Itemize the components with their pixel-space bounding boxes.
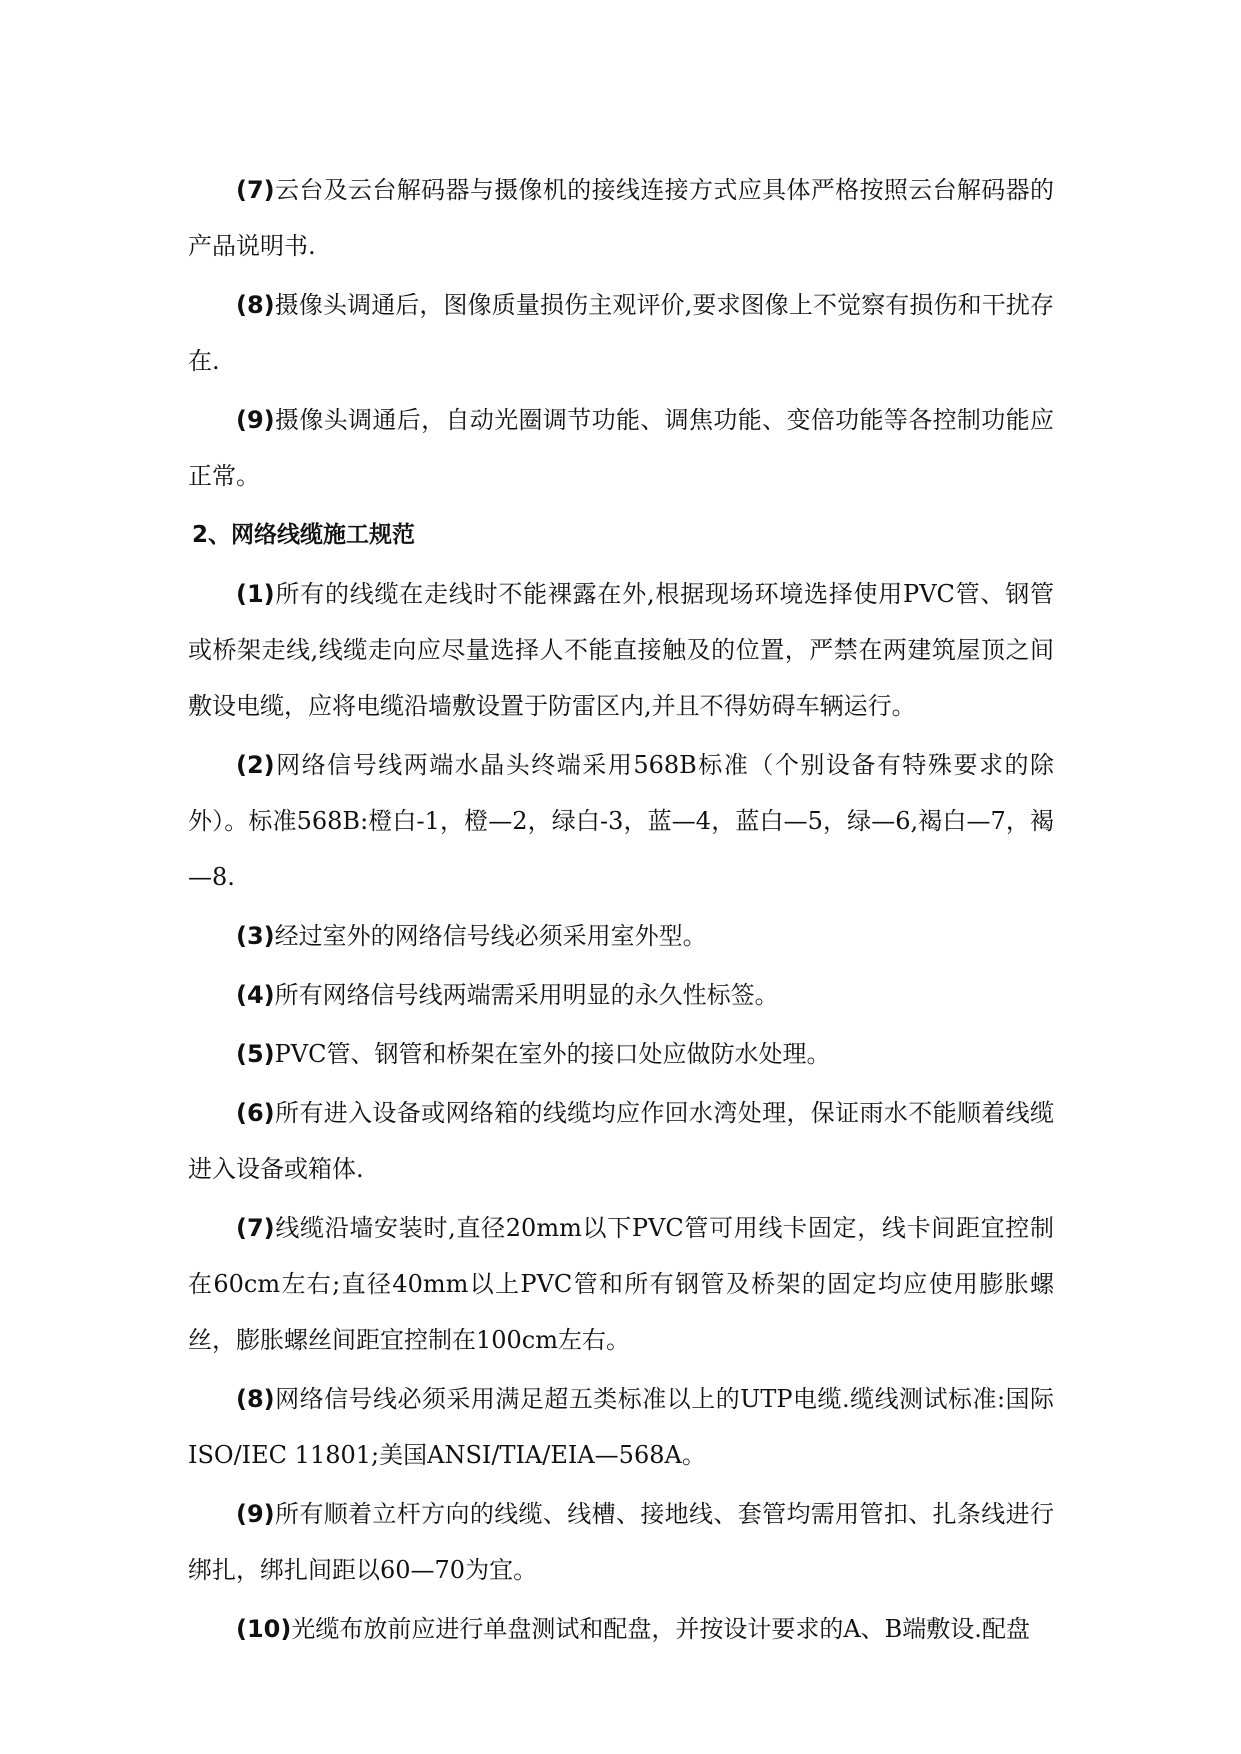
item-number: (2) [236, 751, 275, 779]
paragraph-item-7-wall-mounting [188, 1200, 1054, 1368]
item-number: (6) [236, 1099, 275, 1127]
paragraph-item-10-fiber-testing [188, 1601, 1054, 1657]
paragraph-text: 线缆沿墙安装时,直径20mm以下PVC管可用线卡固定，线卡间距宜控制在60cm左右;直径40mm以上PVC管和所有钢管及桥架的固定均应使用膨胀螺丝，膨胀螺丝间距宜控制在100cm左右。 [188, 1214, 1054, 1354]
document-body [188, 162, 1054, 1660]
paragraph-text: 网络信号线必须采用满足超五类标准以上的UTP电缆.缆线测试标准:国际ISO/IEC 11801;美国ANSI/TIA/EIA—568A。 [188, 1385, 1054, 1469]
paragraph-text: 光缆布放前应进行单盘测试和配盘，并按设计要求的A、B端敷设.配盘 [291, 1615, 1030, 1643]
paragraph-text: 经过室外的网络信号线必须采用室外型。 [274, 922, 707, 950]
paragraph-item-3-outdoor-cable [188, 908, 1054, 964]
paragraph-text: 所有的线缆在走线时不能裸露在外,根据现场环境选择使用PVC管、钢管或桥架走线,线缆走向应尽量选择人不能直接触及的位置，严禁在两建筑屋顶之间敷设电缆，应将电缆沿墙敷设置于防雷区内,并且不得妨碍车辆运行。 [188, 580, 1054, 720]
paragraph-text: 所有网络信号线两端需采用明显的永久性标签。 [274, 981, 779, 1009]
paragraph-item-6-drip-loop [188, 1085, 1054, 1197]
paragraph-item-9-cable-binding [188, 1486, 1054, 1598]
item-number: (9) [236, 406, 275, 434]
section-heading: 2、网络线缆施工规范 [192, 522, 416, 548]
item-number: (4) [236, 981, 275, 1009]
item-number: (7) [236, 176, 275, 204]
item-number: (8) [236, 291, 275, 319]
paragraph-item-4-labels [188, 967, 1054, 1023]
paragraph-item-2-568b-standard [188, 737, 1054, 905]
paragraph-item-8-image-quality [188, 277, 1054, 389]
item-number: (7) [236, 1214, 275, 1242]
paragraph-text: 摄像头调通后，自动光圈调节功能、调焦功能、变倍功能等各控制功能应正常。 [188, 406, 1054, 490]
paragraph-item-8-utp-standard [188, 1371, 1054, 1483]
paragraph-text: 所有进入设备或网络箱的线缆均应作回水湾处理，保证雨水不能顺着线缆进入设备或箱体. [188, 1099, 1054, 1183]
paragraph-item-1-cable-routing [188, 566, 1054, 734]
item-number: (8) [236, 1385, 275, 1413]
paragraph-text: 所有顺着立杆方向的线缆、线槽、接地线、套管均需用管扣、扎条线进行绑扎，绑扎间距以60—70为宜。 [188, 1500, 1054, 1584]
paragraph-text: 网络信号线两端水晶头终端采用568B标准（个别设备有特殊要求的除外）。标准568B:橙白-1，橙—2，绿白-3，蓝—4，蓝白—5，绿—6,褐白—7，褐—8. [188, 751, 1054, 891]
paragraph-item-9-camera-functions [188, 392, 1054, 504]
paragraph-text: 云台及云台解码器与摄像机的接线连接方式应具体严格按照云台解码器的产品说明书. [188, 176, 1054, 260]
paragraph-text: PVC管、钢管和桥架在室外的接口处应做防水处理。 [274, 1040, 831, 1068]
item-number: (9) [236, 1500, 275, 1528]
paragraph-item-5-waterproofing [188, 1026, 1054, 1082]
item-number: (3) [236, 922, 275, 950]
item-number: (10) [236, 1615, 292, 1643]
item-number: (1) [236, 580, 275, 608]
item-number: (5) [236, 1040, 275, 1068]
paragraph-text: 摄像头调通后，图像质量损伤主观评价,要求图像上不觉察有损伤和干扰存在. [188, 291, 1054, 375]
paragraph-item-7-camera-wiring [188, 162, 1054, 274]
